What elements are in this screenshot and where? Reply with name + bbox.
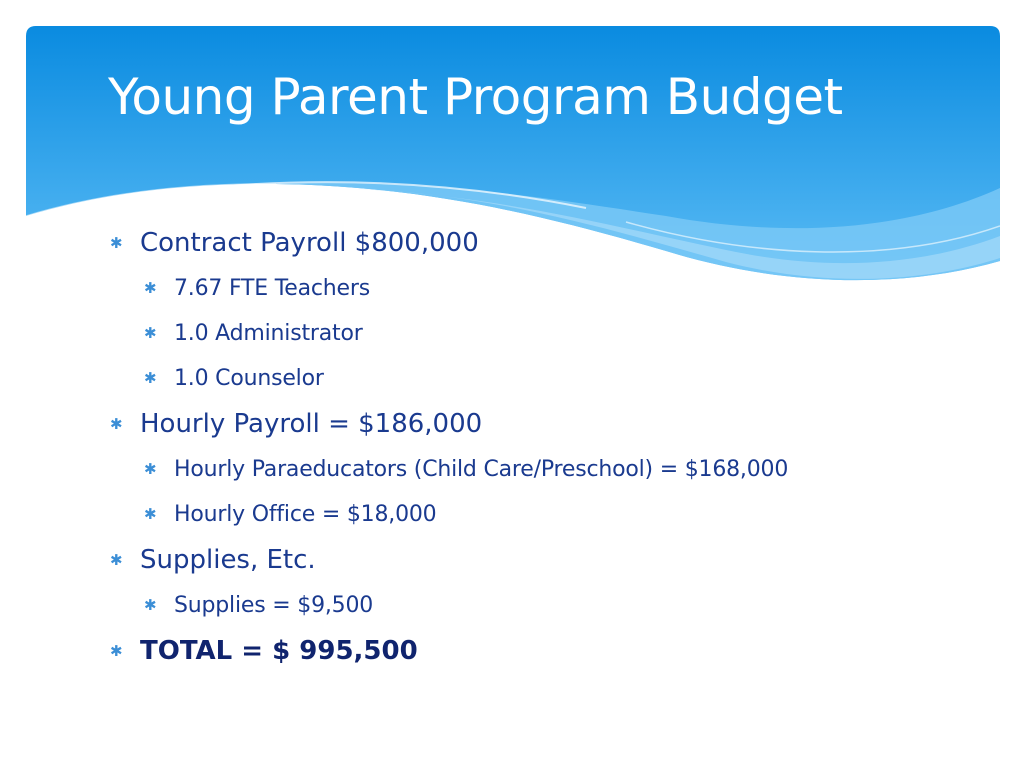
item-text: Contract Payroll $800,000 xyxy=(140,228,479,258)
sub-item-text: Supplies = $9,500 xyxy=(174,593,374,618)
sub-item-text: 1.0 Counselor xyxy=(174,366,324,391)
bullet-icon: ✱ xyxy=(110,642,123,660)
list-item-hourly-payroll xyxy=(108,401,988,447)
bullet-icon: ✱ xyxy=(110,234,123,252)
bullet-icon: ✱ xyxy=(144,460,157,478)
item-text: Supplies, Etc. xyxy=(140,545,316,575)
bullet-icon: ✱ xyxy=(144,279,157,297)
sub-item-text: 7.67 FTE Teachers xyxy=(174,276,370,301)
bullet-icon: ✱ xyxy=(144,369,157,387)
sub-item-paraeducators xyxy=(108,447,988,492)
total-text: TOTAL = $ 995,500 xyxy=(140,636,418,666)
bullet-icon: ✱ xyxy=(110,551,123,569)
slide-title: Young Parent Program Budget xyxy=(108,68,843,126)
budget-list xyxy=(108,220,988,674)
sub-item-text: Hourly Paraeducators (Child Care/Preschool) = $168,000 xyxy=(174,457,789,482)
list-item-contract-payroll xyxy=(108,220,988,266)
sub-item-hourly-office xyxy=(108,492,988,537)
sub-item-counselor xyxy=(108,356,988,401)
bullet-icon: ✱ xyxy=(144,324,157,342)
sub-item-fte-teachers xyxy=(108,266,988,311)
sub-item-text: 1.0 Administrator xyxy=(174,321,363,346)
bullet-icon: ✱ xyxy=(110,415,123,433)
bullet-icon: ✱ xyxy=(144,596,157,614)
list-item-supplies xyxy=(108,537,988,583)
sub-item-supplies-amount xyxy=(108,583,988,628)
sub-item-administrator xyxy=(108,311,988,356)
sub-item-text: Hourly Office = $18,000 xyxy=(174,502,437,527)
list-item-total xyxy=(108,628,988,674)
item-text: Hourly Payroll = $186,000 xyxy=(140,409,483,439)
bullet-icon: ✱ xyxy=(144,505,157,523)
